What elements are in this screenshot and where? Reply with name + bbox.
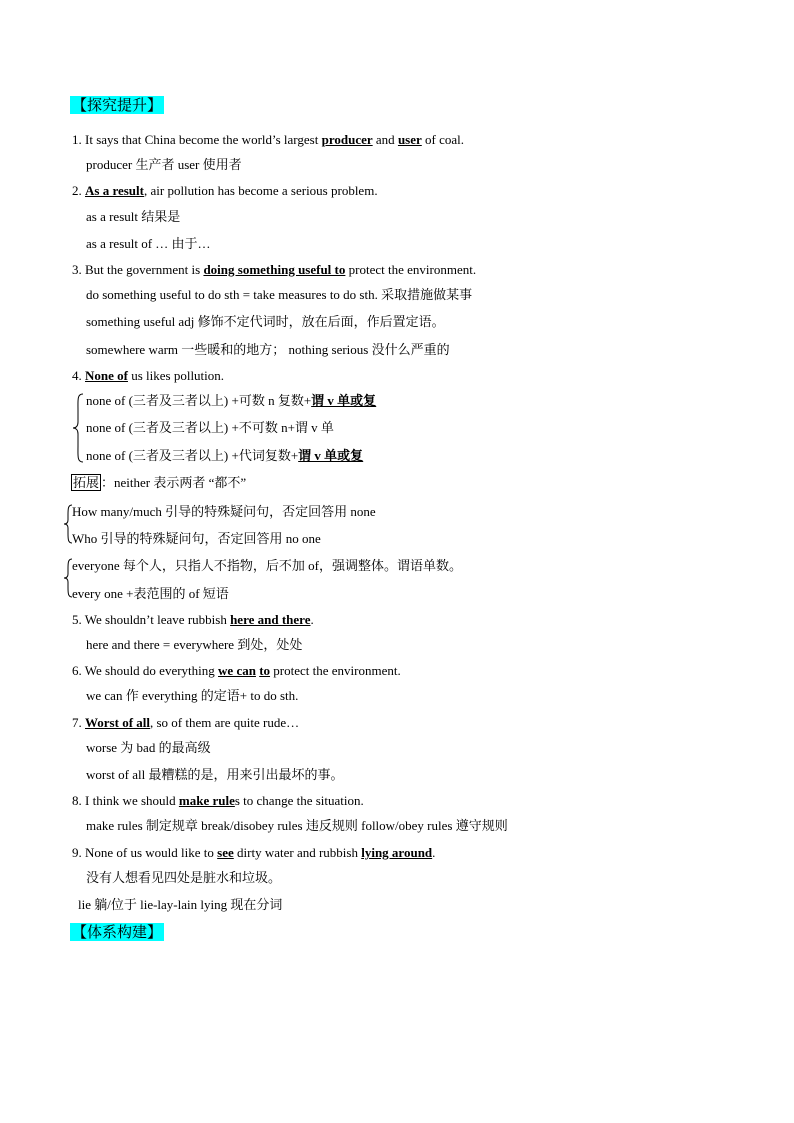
item-4: 4. None of us likes pollution. — [72, 368, 225, 383]
extension-line-2: Who 引导的特殊疑问句，否定回答用 no one — [72, 531, 321, 546]
section-heading-explore: 【探究提升】 — [72, 96, 163, 114]
extension-line-4: every one +表范围的 of 短语 — [72, 586, 229, 601]
item-3-note-2: something useful adj 修饰不定代词时，放在后面，作后置定语。 — [86, 314, 445, 329]
extension-note: 拓展 ：neither 表示两者 “都不” — [73, 475, 247, 490]
item-4-rule-3: none of (三者及三者以上) +代词复数+谓 v 单或复 — [86, 448, 364, 463]
item-9-translation: 没有人想看见四处是脏水和垃圾。 — [86, 870, 282, 885]
item-4-rule-1: none of (三者及三者以上) +可数 n 复数+谓 v 单或复 — [86, 393, 377, 408]
item-1: 1. It says that China become the world’s largest producer and user of coal. — [72, 132, 465, 147]
item-7: 7. Worst of all, so of them are quite rude… — [72, 715, 300, 730]
item-9-note: lie 躺/位于 lie-lay-lain lying 现在分词 — [78, 897, 283, 912]
item-7-note-1: worse 为 bad 的最高级 — [86, 740, 211, 755]
item-2-note-1: as a result 结果是 — [86, 209, 181, 224]
item-6-note: we can 作 everything 的定语+ to do sth. — [86, 688, 299, 703]
extension-line-3: everyone 每个人，只指人不指物，后不加 of，强调整体。谓语单数。 — [72, 558, 462, 573]
item-5: 5. We shouldn’t leave rubbish here and there. — [72, 612, 314, 627]
item-3: 3. But the government is doing something useful to protect the environment. — [72, 262, 477, 277]
item-5-note: here and there = everywhere 到处，处处 — [86, 637, 303, 652]
item-3-note-3: somewhere warm 一些暖和的地方； nothing serious 没什么严重的 — [86, 342, 450, 357]
item-2: 2. As a result, air pollution has become a serious problem. — [72, 183, 378, 198]
brace-icon — [71, 392, 85, 464]
item-8: 8. I think we should make rules to change the situation. — [72, 793, 364, 808]
item-7-note-2: worst of all 最糟糕的是，用来引出最坏的事。 — [86, 767, 344, 782]
item-2-note-2: as a result of … 由于… — [86, 236, 211, 251]
item-6: 6. We should do everything we can to protect the environment. — [72, 663, 401, 678]
item-8-note: make rules 制定规章 break/disobey rules 违反规则 follow/obey rules 遵守规则 — [86, 818, 508, 833]
item-4-rule-2: none of (三者及三者以上) +不可数 n+谓 v 单 — [86, 420, 334, 435]
item-1-note: producer 生产者 user 使用者 — [86, 157, 242, 172]
extension-line-1: How many/much 引导的特殊疑问句，否定回答用 none — [72, 504, 376, 519]
item-3-note-1: do something useful to do sth = take measures to do sth. 采取措施做某事 — [86, 287, 473, 302]
section-heading-system: 【体系构建】 — [72, 923, 163, 941]
item-9: 9. None of us would like to see dirty water and rubbish lying around. — [72, 845, 436, 860]
